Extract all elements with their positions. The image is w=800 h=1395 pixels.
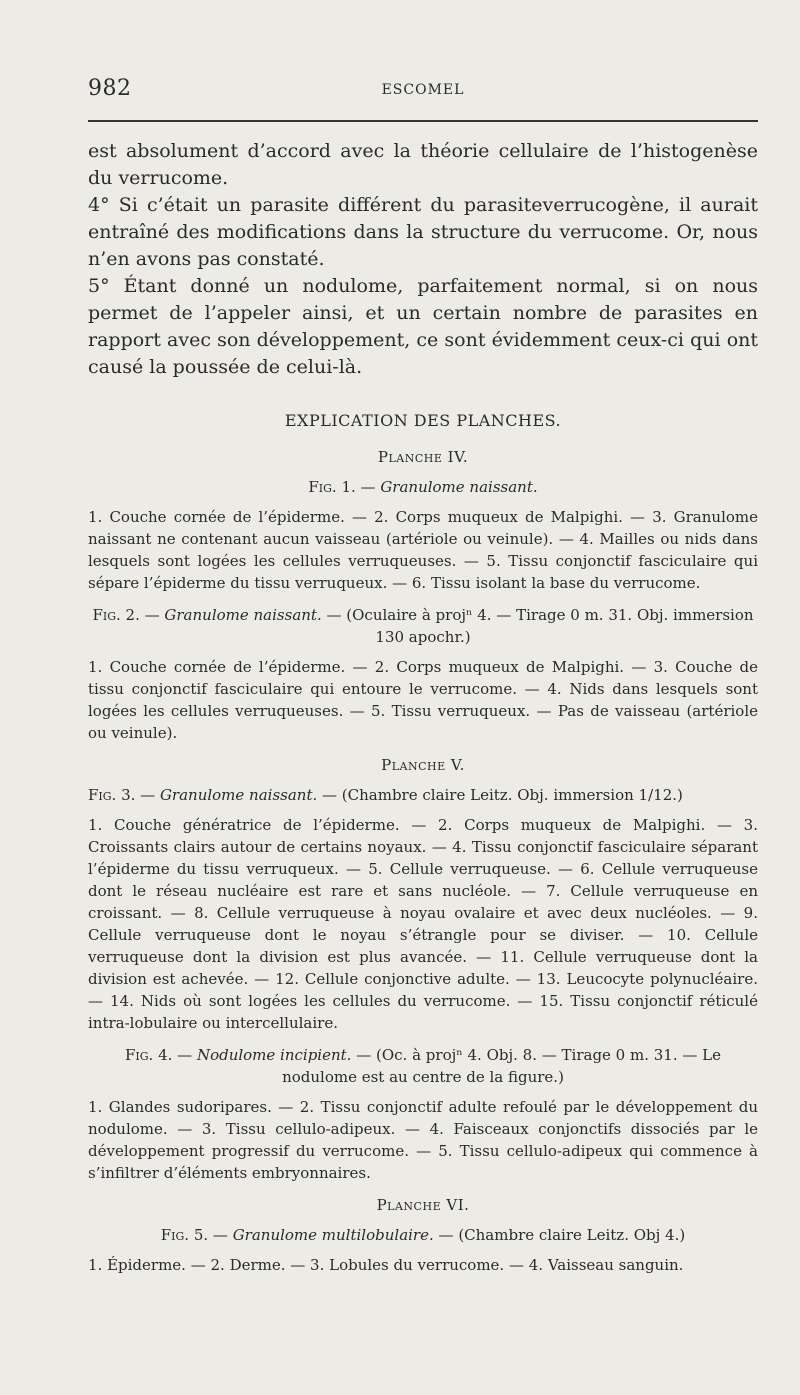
page-number: 982 [88, 76, 132, 101]
figure-label: Fig. 5. [160, 1226, 209, 1244]
figure-caption: Fig. 1. — Granulome naissant. [308, 478, 538, 496]
paragraph-1: est absolument d’accord avec la théorie cellulaire de l’histogenèse du verrucome. [88, 140, 758, 189]
figure-name: Granulome naissant. [164, 606, 322, 624]
figure-legend: 1. Glandes sudoripares. — 2. Tissu conjonctif adulte refoulé par le développement du nodulome. — 3. Tissu cellulo-adipeux. — 4. Faisceaux conjonctifs dissociés par le développement progressif du verrucome. — 5. Tissu cellulo-adipeux qui commence à s’infiltrer d’éléments embryonnaires. [88, 1098, 758, 1182]
running-title: ESCOMEL [381, 82, 465, 98]
page-body [88, 138, 758, 1282]
figure-name: Granulome naissant. [380, 478, 538, 496]
figure-detail: (Chambre claire Leitz. Obj. immersion 1/12.) [341, 786, 683, 804]
figure-name: Granulome naissant. [159, 786, 318, 804]
figure-caption: Fig. 2. — Granulome naissant. — (Oculaire à projⁿ 4. — Tirage 0 m. 31. Obj. immersion 130 apochr.) [92, 606, 754, 646]
figure-caption: Fig. 5. — Granulome multilobulaire. — (Chambre claire Leitz. Obj 4.) [160, 1226, 686, 1244]
section-title: EXPLICATION DES PLANCHES. [284, 411, 562, 430]
figure-caption: Fig. 3. — Granulome naissant. — (Chambre claire Leitz. Obj. immersion 1/12.) [88, 786, 683, 804]
figure-label: Fig. 2. [92, 606, 140, 624]
planche-title: Planche VI. [376, 1196, 470, 1214]
page-header [88, 76, 758, 106]
figure-legend: 1. Couche génératrice de l’épiderme. — 2. Corps muqueux de Malpighi. — 3. Croissants clairs autour de certains noyaux. — 4. Tissu conjonctif fasciculaire séparant l’épiderme du tissu verruqueux. — 5. Cellule verruqueuse. — 6. Cellule verruqueuse dont le réseau nucléaire est rare et sans nucléole. — 7. Cellule verruqueuse en croissant. — 8. Cellule verruqueuse à noyau ovalaire et avec deux nucléoles. — 9. Cellule verruqueuse dont le noyau s’étrangle pour se diviser. — 10. Cellule verruqueuse dont la division est plus avancée. — 11. Cellule verruqueuse dont la division est achevée. — 12. Cellule conjonctive adulte. — 13. Leucocyte polynucléaire. — 14. Nids où sont logées les cellules du verrucome. — 15. Tissu conjonctif réticulé intra-lobulaire ou intercellulaire. [88, 816, 758, 1032]
figure-caption: Fig. 4. — Nodulome incipient. — (Oc. à projⁿ 4. Obj. 8. — Tirage 0 m. 31. — Le nodulome est au centre de la figure.) [125, 1046, 721, 1086]
figure-name: Nodulome incipient. [196, 1046, 352, 1064]
figure-detail: (Chambre claire Leitz. Obj 4.) [458, 1226, 686, 1244]
planche-title: Planche IV. [377, 448, 469, 466]
paragraph-3: 5° Étant donné un nodulome, parfaitement normal, si on nous permet de l’appeler ainsi, et un certain nombre de parasites en rapport avec son développement, ce sont évidemment ceux-ci qui ont causé la poussée de celui-là. [88, 275, 758, 378]
figure-detail: (Oc. à projⁿ 4. Obj. 8. — Tirage 0 m. 31. — Le nodulome est au centre de la figure.) [282, 1046, 721, 1086]
figure-legend: 1. Couche cornée de l’épiderme. — 2. Corps muqueux de Malpighi. — 3. Granulome naissant ne contenant aucun vaisseau (artériole ou veinule). — 4. Mailles ou nids dans lesquels sont logées les cellules verruqueuses. — 5. Tissu conjonctif fasciculaire qui sépare l’épiderme du tissu verruqueux. — 6. Tissu isolant la base du verrucome. [88, 508, 758, 592]
figure-label: Fig. 4. [125, 1046, 173, 1064]
figure-legend: 1. Épiderme. — 2. Derme. — 3. Lobules du verrucome. — 4. Vaisseau sanguin. [88, 1256, 684, 1274]
figure-label: Fig. 1. [308, 478, 356, 496]
figure-legend: 1. Couche cornée de l’épiderme. — 2. Corps muqueux de Malpighi. — 3. Couche de tissu conjonctif fasciculaire qui entoure le verrucome. — 4. Nids dans lesquels sont logées les cellules verruqueuses. — 5. Tissu verruqueux. — Pas de vaisseau (artériole ou veinule). [88, 658, 758, 742]
paragraph-2: 4° Si c’était un parasite différent du parasiteverrucogène, il aurait entraîné des modifications dans la structure du verrucome. Or, nous n’en avons pas constaté. [88, 194, 758, 270]
figure-label: Fig. 3. [88, 786, 136, 804]
figure-name: Granulome multilobulaire. [232, 1226, 434, 1244]
figure-detail: (Oculaire à projⁿ 4. — Tirage 0 m. 31. Obj. immersion 130 apochr.) [346, 606, 754, 646]
planche-title: Planche V. [381, 756, 465, 774]
header-rule [88, 120, 758, 122]
